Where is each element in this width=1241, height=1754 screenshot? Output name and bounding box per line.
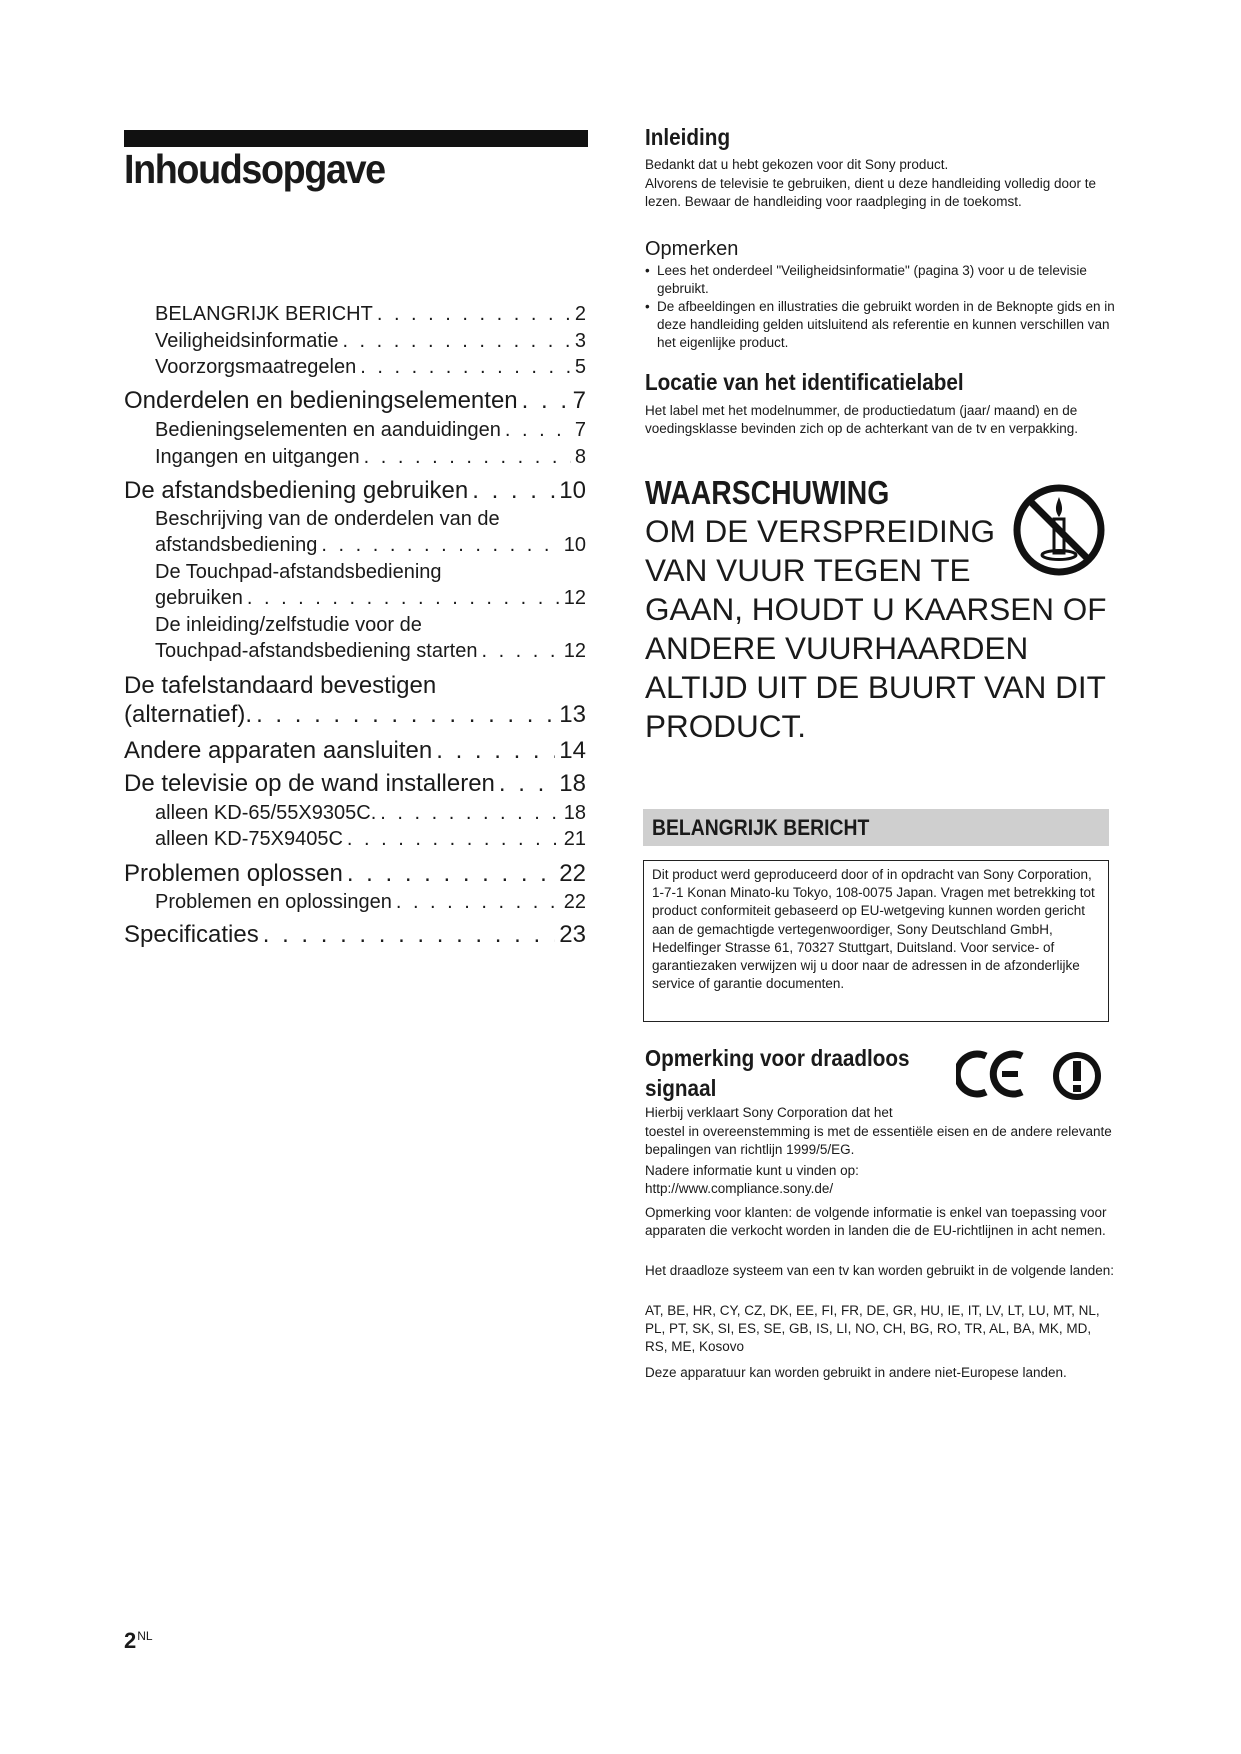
toc-entry[interactable]: Onderdelen en bedieningselementen . . . 7 (124, 387, 586, 415)
toc-entry[interactable]: afstandsbediening . . . 10 (124, 534, 586, 557)
toc-entry[interactable]: De afstandsbediening gebruiken . . . 10 (124, 477, 586, 505)
intro-heading: Inleiding (645, 124, 731, 150)
remarks-heading: Opmerken (645, 238, 739, 260)
wireless-heading: signaal (645, 1075, 717, 1101)
intro-paragraph: Bedankt dat u hebt gekozen voor dit Sony product. (645, 157, 949, 172)
toc-entry[interactable]: alleen KD-65/55X9305C. . . . 18 (124, 802, 586, 825)
toc-entry[interactable]: gebruiken . . . 12 (124, 587, 586, 610)
warning-text: OM DE VERSPREIDING VAN VUUR TEGEN TE GAAN, HOUDT U KAARSEN OF ANDERE VUURHAARDEN ALTIJD UIT DE BUURT VAN DIT PRODUCT. (645, 513, 1107, 744)
label-location-heading: Locatie van het identificatielabel (645, 369, 964, 395)
toc-entry[interactable]: Touchpad-afstandsbediening starten . . . 12 (124, 640, 586, 663)
toc-entry[interactable]: Ingangen en uitgangen . . . 8 (124, 446, 586, 469)
notice-box: Dit product werd geproduceerd door of in opdracht van Sony Corporation, 1-7-1 Konan Minato-ku Tokyo, 108-0075 Japan. Vragen met betrekking tot product conformiteit gebaseerd op EU-wetgeving kunnen worden gericht aan de gemachtigde vertegenwoordiger, Sony Deutschland GmbH, Hedelfinger Strasse 61, 70327 Stuttgart, Duitsland. Voor service- of garantiezaken verwijzen wij u door naar de adressen in de afzonderlijke service of garantie documenten. (643, 860, 1109, 1022)
alert-icon (1052, 1051, 1102, 1101)
wireless-paragraph: Hierbij verklaart Sony Corporation dat het (645, 1105, 893, 1120)
toc-entry[interactable]: Andere apparaten aansluiten . . . 14 (124, 737, 586, 765)
toc-entry-line1: Beschrijving van de onderdelen van de (155, 508, 500, 530)
no-candle-icon (1012, 483, 1106, 577)
toc-entry[interactable]: (alternatief). . . . 13 (124, 701, 586, 729)
wireless-countries: AT, BE, HR, CY, CZ, DK, EE, FI, FR, DE, GR, HU, IE, IT, LV, LT, LU, MT, NL, PL, PT, SK, SI, ES, SE, GB, IS, LI, NO, CH, BG, RO, TR, AL, BA, MK, MD, RS, ME, Kosovo (645, 1303, 1100, 1354)
remarks-bullet: • Lees het onderdeel "Veiligheidsinformatie" (pagina 3) voor u de televisie gebruikt. (645, 262, 1117, 298)
remarks-bullet: • De afbeeldingen en illustraties die gebruikt worden in de Beknopte gids en in deze handleiding gelden uitsluitend als referentie en kunnen verschillen van het eigenlijke product. (645, 298, 1117, 352)
wireless-paragraph: Het draadloze systeem van een tv kan worden gebruikt in de volgende landen: (645, 1263, 1115, 1278)
warning-title: WAARSCHUWING (645, 474, 890, 511)
ce-mark-icon (956, 1048, 1026, 1098)
toc-entry[interactable]: Problemen oplossen . . . 22 (124, 860, 586, 888)
toc-entry[interactable]: Bedieningselementen en aanduidingen . . . 7 (124, 419, 586, 442)
intro-paragraph: Alvorens de televisie te gebruiken, dient u deze handleiding volledig door te lezen. Bewaar de handleiding voor raadpleging in de toekomst. (645, 176, 1097, 209)
wireless-heading: Opmerking voor draadloos (645, 1045, 910, 1071)
label-location-text: Het label met het modelnummer, de productiedatum (jaar/ maand) en de voedingsklasse bevinden zich op de achterkant van de tv en verpakking. (645, 403, 1079, 436)
toc-entry[interactable]: alleen KD-75X9405C . . . 21 (124, 828, 586, 851)
toc-entry-line1: De Touchpad-afstandsbediening (155, 561, 442, 583)
toc-entry[interactable]: Veiligheidsinformatie . . . 3 (124, 330, 586, 353)
toc-entry[interactable]: Voorzorgsmaatregelen . . . 5 (124, 356, 586, 379)
toc-entry-line1: De inleiding/zelfstudie voor de (155, 614, 422, 636)
notice-heading: BELANGRIJK BERICHT (643, 809, 1109, 846)
toc-entry[interactable]: De televisie op de wand installeren . . . 18 (124, 770, 586, 798)
toc-entry[interactable]: Problemen en oplossingen . . . 22 (124, 891, 586, 914)
toc-title-bar (124, 130, 588, 147)
toc-title: Inhoudsopgave (124, 146, 385, 192)
toc-entry[interactable]: BELANGRIJK BERICHT . . . 2 (124, 303, 586, 326)
toc-entry[interactable]: Specificaties . . . 23 (124, 921, 586, 949)
page-number: $2^{NL}$ (124, 1628, 153, 1653)
wireless-paragraph: Nadere informatie kunt u vinden op: (645, 1163, 859, 1178)
wireless-url[interactable]: http://www.compliance.sony.de/ (645, 1181, 834, 1196)
wireless-paragraph: Opmerking voor klanten: de volgende informatie is enkel van toepassing voor apparaten die verkocht worden in landen die de EU-richtlijnen in acht nemen. (645, 1205, 1107, 1238)
wireless-paragraph: Deze apparatuur kan worden gebruikt in andere niet-Europese landen. (645, 1365, 1067, 1380)
toc-entry-line1: De tafelstandaard bevestigen (124, 672, 437, 699)
wireless-paragraph: toestel in overeenstemming is met de essentiële eisen en de andere relevante bepalingen van richtlijn 1999/5/EG. (645, 1124, 1112, 1157)
